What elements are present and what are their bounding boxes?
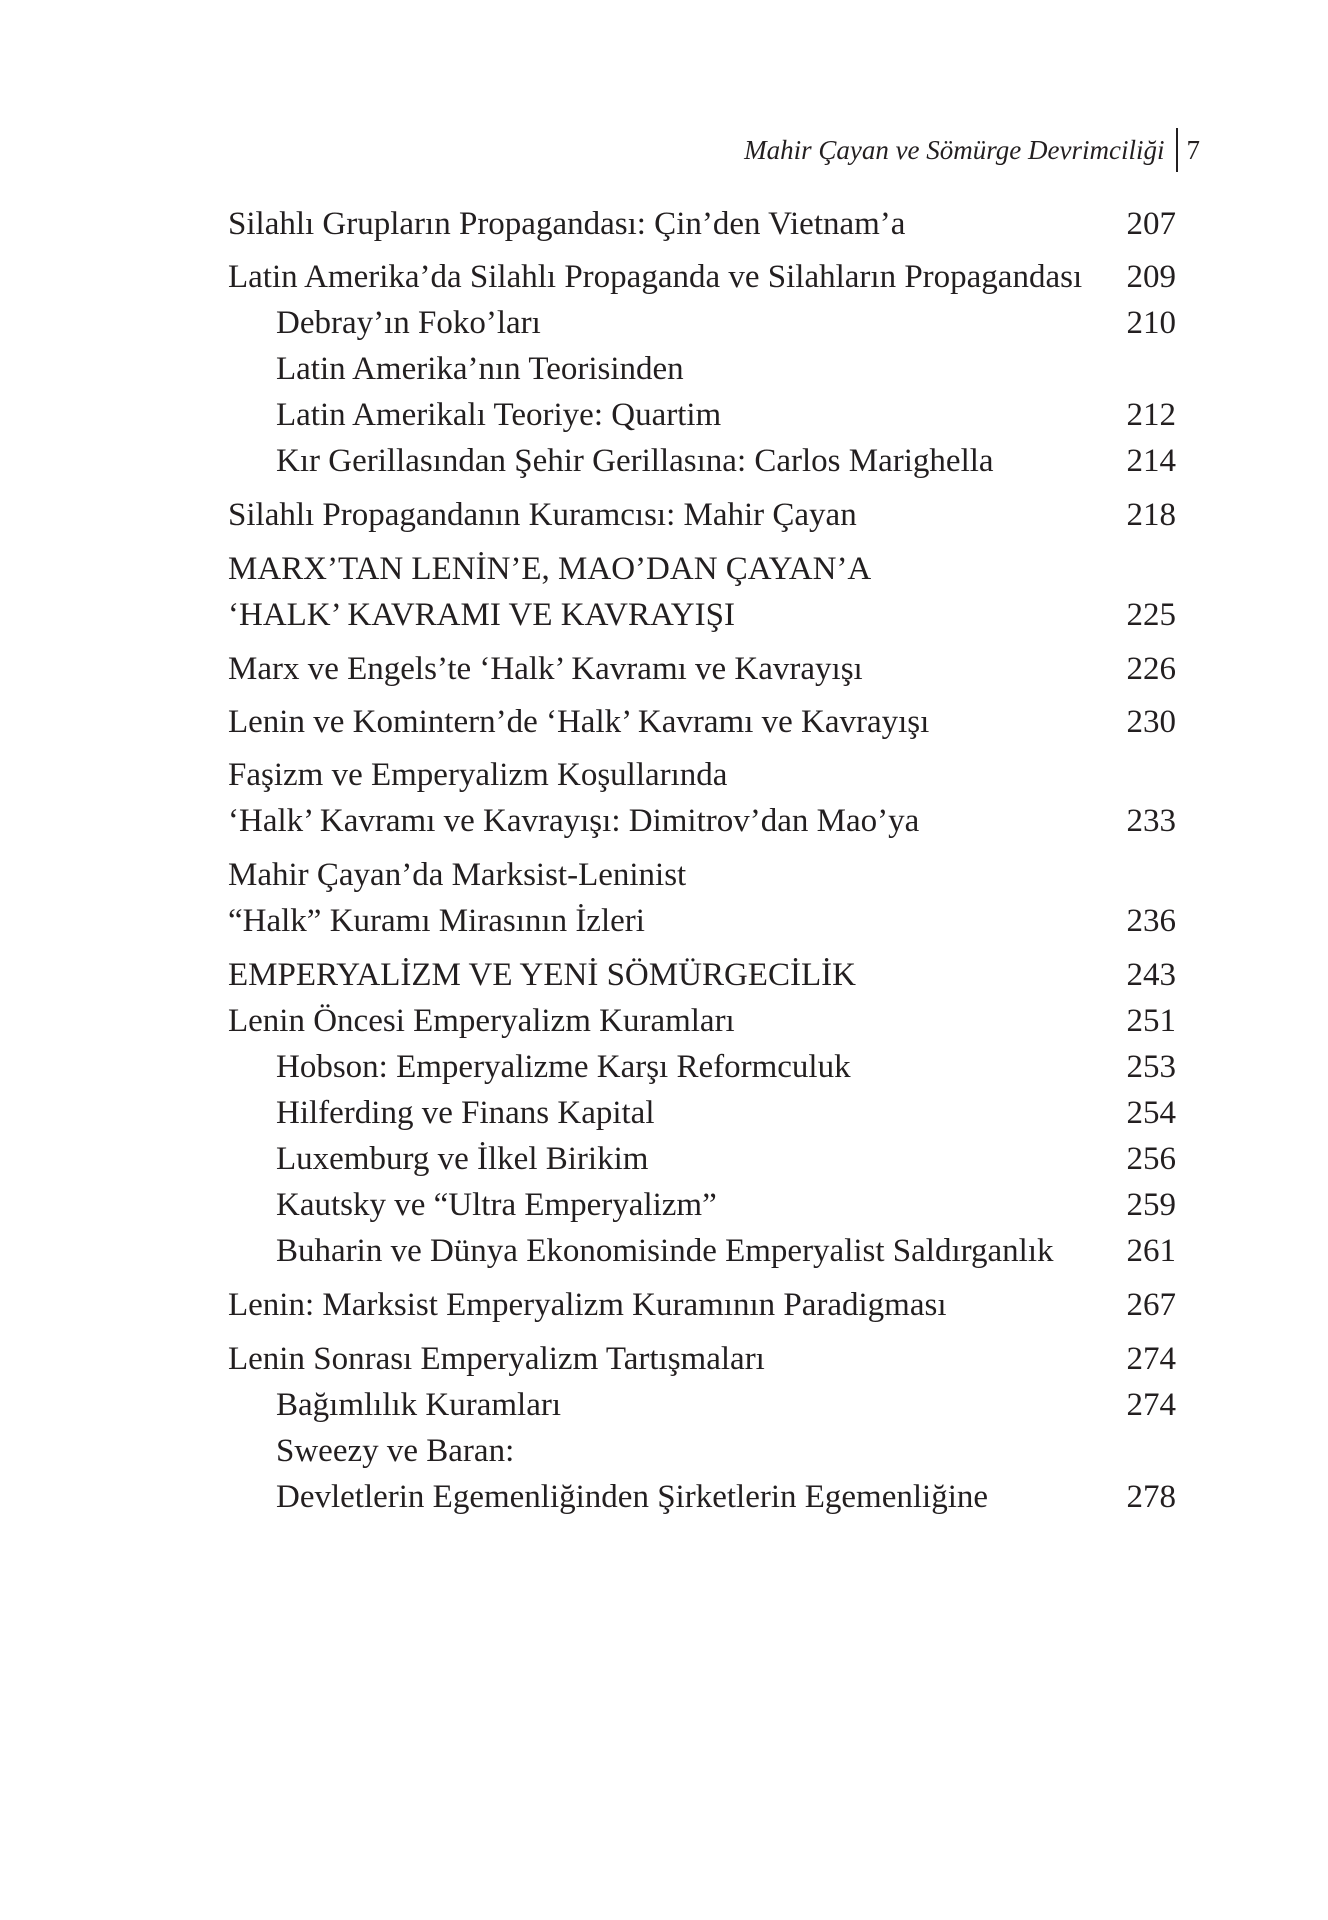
toc-entry-page: 212	[1126, 397, 1176, 433]
toc-entry-title-line: ‘Halk’ Kavramı ve Kavrayışı: Dimitrov’dan Mao’ya	[228, 803, 920, 839]
toc-entry-title-line: Luxemburg ve İlkel Birikim	[276, 1141, 649, 1177]
toc-entry	[228, 254, 1176, 300]
toc-entry-title	[228, 646, 863, 692]
toc-entry-title-line: Bağımlılık Kuramları	[276, 1387, 562, 1423]
toc-entry-title-line: EMPERYALİZM VE YENİ SÖMÜRGECİLİK	[228, 957, 856, 993]
toc-entry-title	[276, 1136, 648, 1182]
toc-entry-title-line: Lenin Sonrası Emperyalizm Tartışmaları	[228, 1341, 765, 1377]
toc-entry-title	[228, 699, 929, 745]
toc-entry-page: 259	[1126, 1187, 1176, 1223]
toc-entry	[228, 952, 1176, 998]
toc-entry-title	[228, 1282, 947, 1328]
toc-entry-title-line: Latin Amerika’da Silahlı Propaganda ve Silahların Propagandası	[228, 259, 1083, 295]
toc-entry-title	[276, 300, 541, 346]
toc-entry-title	[228, 546, 871, 638]
table-of-contents	[228, 201, 1176, 1520]
toc-entry	[228, 699, 1176, 745]
toc-entry-page: 230	[1126, 704, 1176, 740]
toc-entry	[228, 1336, 1176, 1382]
toc-entry-title	[228, 852, 686, 944]
toc-entry-page: 274	[1126, 1341, 1176, 1377]
toc-entry-title-line: Kautsky ve “Ultra Emperyalizm”	[276, 1187, 717, 1223]
toc-entry-title-line: Latin Amerika’nın Teorisinden	[276, 351, 684, 387]
toc-entry	[228, 201, 1176, 247]
toc-entry-title	[276, 1228, 1054, 1274]
toc-entry-title	[276, 438, 994, 484]
toc-entry-title-line: Lenin ve Komintern’de ‘Halk’ Kavramı ve Kavrayışı	[228, 704, 930, 740]
toc-entry-page: 243	[1126, 957, 1176, 993]
toc-entry-title	[276, 1428, 988, 1520]
toc-entry-title-line: Latin Amerikalı Teoriye: Quartim	[276, 397, 722, 433]
toc-entry-title	[228, 254, 1082, 300]
toc-entry	[228, 1090, 1176, 1136]
toc-entry-page: 225	[1126, 597, 1176, 633]
toc-entry-title-line: Marx ve Engels’te ‘Halk’ Kavramı ve Kavrayışı	[228, 651, 863, 687]
toc-entry-page: 253	[1126, 1049, 1176, 1085]
toc-entry-title-line: Silahlı Grupların Propagandası: Çin’den Vietnam’a	[228, 206, 906, 242]
toc-entry-page: 251	[1126, 1003, 1176, 1039]
toc-entry-title	[276, 1182, 717, 1228]
toc-entry	[228, 852, 1176, 944]
toc-entry-title-line: Buharin ve Dünya Ekonomisinde Emperyalist Saldırganlık	[276, 1233, 1054, 1269]
running-header	[744, 128, 1200, 172]
toc-entry-page: 254	[1126, 1095, 1176, 1131]
toc-entry-page: 267	[1126, 1287, 1176, 1323]
toc-entry	[228, 1382, 1176, 1428]
toc-entry	[228, 646, 1176, 692]
toc-entry	[228, 346, 1176, 438]
toc-entry-title-line: MARX’TAN LENİN’E, MAO’DAN ÇAYAN’A	[228, 551, 872, 587]
toc-entry-page: 236	[1126, 903, 1176, 939]
toc-entry	[228, 300, 1176, 346]
toc-entry-title	[228, 998, 735, 1044]
toc-entry-page: 209	[1126, 259, 1176, 295]
toc-entry	[228, 752, 1176, 844]
toc-entry-page: 218	[1126, 497, 1176, 533]
toc-entry-title	[228, 201, 905, 247]
toc-entry	[228, 492, 1176, 538]
toc-entry	[228, 1282, 1176, 1328]
toc-entry-title-line: Lenin Öncesi Emperyalizm Kuramları	[228, 1003, 735, 1039]
page-number: 7	[1186, 134, 1200, 165]
toc-entry-title	[276, 1090, 655, 1136]
toc-entry-page: 278	[1126, 1479, 1176, 1515]
toc-entry-title	[276, 346, 721, 438]
toc-entry-page: 207	[1126, 206, 1176, 242]
toc-entry-page: 214	[1126, 443, 1176, 479]
toc-entry	[228, 1428, 1176, 1520]
toc-entry-title-line: Debray’ın Foko’ları	[276, 305, 541, 341]
toc-entry-title-line: Hilferding ve Finans Kapital	[276, 1095, 655, 1131]
toc-entry-title-line: Lenin: Marksist Emperyalizm Kuramının Paradigması	[228, 1287, 947, 1323]
toc-entry-title	[228, 752, 919, 844]
toc-entry	[228, 1044, 1176, 1090]
toc-entry	[228, 1228, 1176, 1274]
toc-entry-title	[228, 1336, 765, 1382]
toc-entry-title	[228, 952, 856, 998]
toc-entry	[228, 1136, 1176, 1182]
toc-entry-title-line: Hobson: Emperyalizme Karşı Reformculuk	[276, 1049, 851, 1085]
toc-entry-title-line: “Halk” Kuramı Mirasının İzleri	[228, 903, 645, 939]
toc-entry-page: 233	[1126, 803, 1176, 839]
toc-entry-title	[228, 492, 857, 538]
toc-entry-title-line: Mahir Çayan’da Marksist-Leninist	[228, 857, 687, 893]
toc-entry-page: 261	[1126, 1233, 1176, 1269]
toc-entry-title	[276, 1382, 561, 1428]
toc-entry-title-line: Faşizm ve Emperyalizm Koşullarında	[228, 757, 728, 793]
running-title: Mahir Çayan ve Sömürge Devrimciliği	[744, 134, 1165, 165]
toc-entry-page: 210	[1126, 305, 1176, 341]
toc-entry-page: 274	[1126, 1387, 1176, 1423]
toc-entry-page: 256	[1126, 1141, 1176, 1177]
toc-entry-title-line: ‘HALK’ KAVRAMI VE KAVRAYIŞI	[228, 597, 735, 633]
toc-entry-title-line: Sweezy ve Baran:	[276, 1433, 515, 1469]
toc-entry	[228, 546, 1176, 638]
toc-entry-title	[276, 1044, 851, 1090]
toc-entry	[228, 1182, 1176, 1228]
toc-entry-title-line: Kır Gerillasından Şehir Gerillasına: Carlos Marighella	[276, 443, 994, 479]
toc-entry	[228, 438, 1176, 484]
toc-entry	[228, 998, 1176, 1044]
toc-entry-title-line: Silahlı Propagandanın Kuramcısı: Mahir Çayan	[228, 497, 857, 533]
toc-entry-page: 226	[1126, 651, 1176, 687]
toc-entry-title-line: Devletlerin Egemenliğinden Şirketlerin Egemenliğine	[276, 1479, 989, 1515]
